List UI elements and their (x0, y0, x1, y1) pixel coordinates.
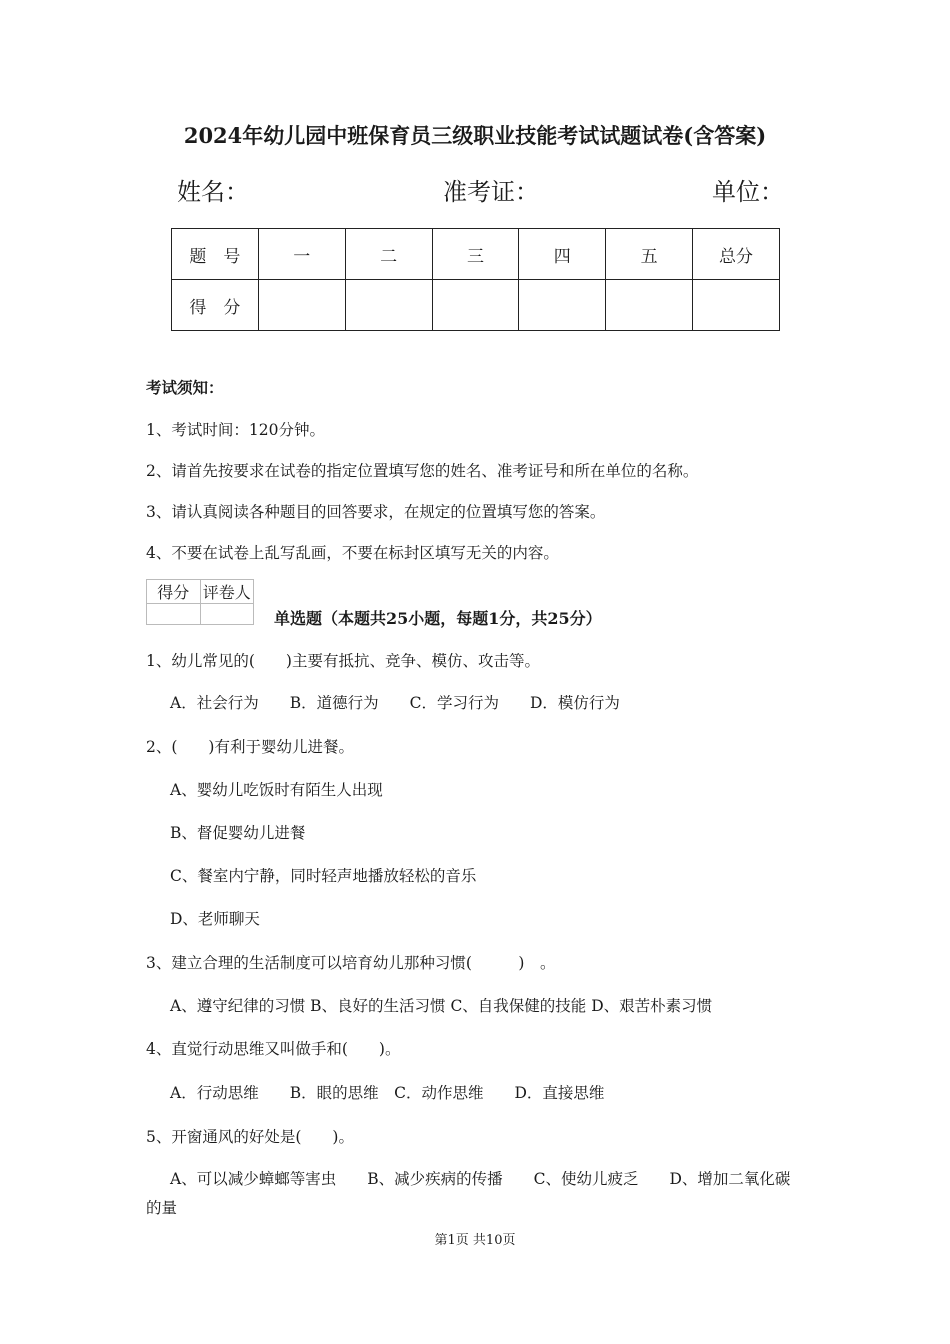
score-table-score-row (172, 280, 780, 331)
question-4-options: A．行动思维 B．眼的思维 C．动作思维 D．直接思维 (170, 1084, 605, 1102)
score-row-label: 得 分 (172, 280, 259, 331)
notice-item-3: 3、请认真阅读各种题目的回答要求，在规定的位置填写您的答案。 (146, 503, 606, 521)
grader-name-cell[interactable] (200, 604, 254, 625)
question-1-options: A．社会行为 B．道德行为 C．学习行为 D．模仿行为 (170, 694, 620, 712)
question-2-option-b: B、督促婴幼儿进餐 (170, 824, 306, 842)
grader-box (146, 579, 254, 625)
question-3-stem: 3、建立合理的生活制度可以培育幼儿那种习惯( ) 。 (146, 954, 556, 972)
exam-title: 2024年幼儿园中班保育员三级职业技能考试试题试卷(含答案) (183, 123, 767, 148)
notice-heading: 考试须知： (146, 378, 224, 397)
question-2-option-d: D、老师聊天 (170, 910, 260, 928)
question-3-options: A、遵守纪律的习惯 B、良好的生活习惯 C、自我保健的技能 D、艰苦朴素习惯 (170, 997, 713, 1015)
score-header-1: 一 (258, 229, 345, 280)
question-5-stem: 5、开窗通风的好处是( )。 (146, 1128, 354, 1146)
score-cell-4[interactable] (519, 280, 606, 331)
score-header-2: 二 (345, 229, 432, 280)
question-4-stem: 4、直觉行动思维又叫做手和( )。 (146, 1040, 401, 1058)
question-2-option-c: C、餐室内宁静，同时轻声地播放轻松的音乐 (170, 867, 477, 885)
question-5-options-line-2: 的量 (146, 1199, 178, 1217)
score-header-5: 五 (606, 229, 693, 280)
score-cell-total[interactable] (693, 280, 780, 331)
score-header-3: 三 (432, 229, 519, 280)
section-title: 单选题（本题共25小题，每题1分，共25分） (274, 609, 602, 628)
question-5-options-line-1: A、可以减少蟑螂等害虫 B、减少疾病的传播 C、使幼儿疲乏 D、增加二氧化碳 (170, 1170, 791, 1188)
score-cell-5[interactable] (606, 280, 693, 331)
score-cell-2[interactable] (345, 280, 432, 331)
notice-item-1: 1、考试时间：120分钟。 (146, 421, 325, 439)
grader-name-label: 评卷人 (200, 580, 254, 604)
question-2-option-a: A、婴幼儿吃饭时有陌生人出现 (170, 781, 383, 799)
score-header-total: 总分 (693, 229, 780, 280)
grader-score-cell[interactable] (147, 604, 201, 625)
notice-item-4: 4、不要在试卷上乱写乱画，不要在标封区填写无关的内容。 (146, 544, 559, 562)
score-table (171, 228, 780, 331)
question-1-stem: 1、幼儿常见的( )主要有抵抗、竞争、模仿、攻击等。 (146, 652, 540, 670)
score-cell-3[interactable] (432, 280, 519, 331)
score-header-4: 四 (519, 229, 606, 280)
unit-field-label: 单位： (712, 178, 784, 206)
grader-score-label: 得分 (147, 580, 201, 604)
score-table-header-row (172, 229, 780, 280)
notice-item-2: 2、请首先按要求在试卷的指定位置填写您的姓名、准考证号和所在单位的名称。 (146, 462, 699, 480)
page-footer: 第1页 共10页 (434, 1233, 516, 1248)
name-field-label: 姓名： (177, 178, 249, 206)
score-header-label: 题 号 (172, 229, 259, 280)
score-cell-1[interactable] (258, 280, 345, 331)
exam-id-field-label: 准考证： (443, 178, 539, 206)
question-2-stem: 2、( )有利于婴幼儿进餐。 (146, 738, 354, 756)
